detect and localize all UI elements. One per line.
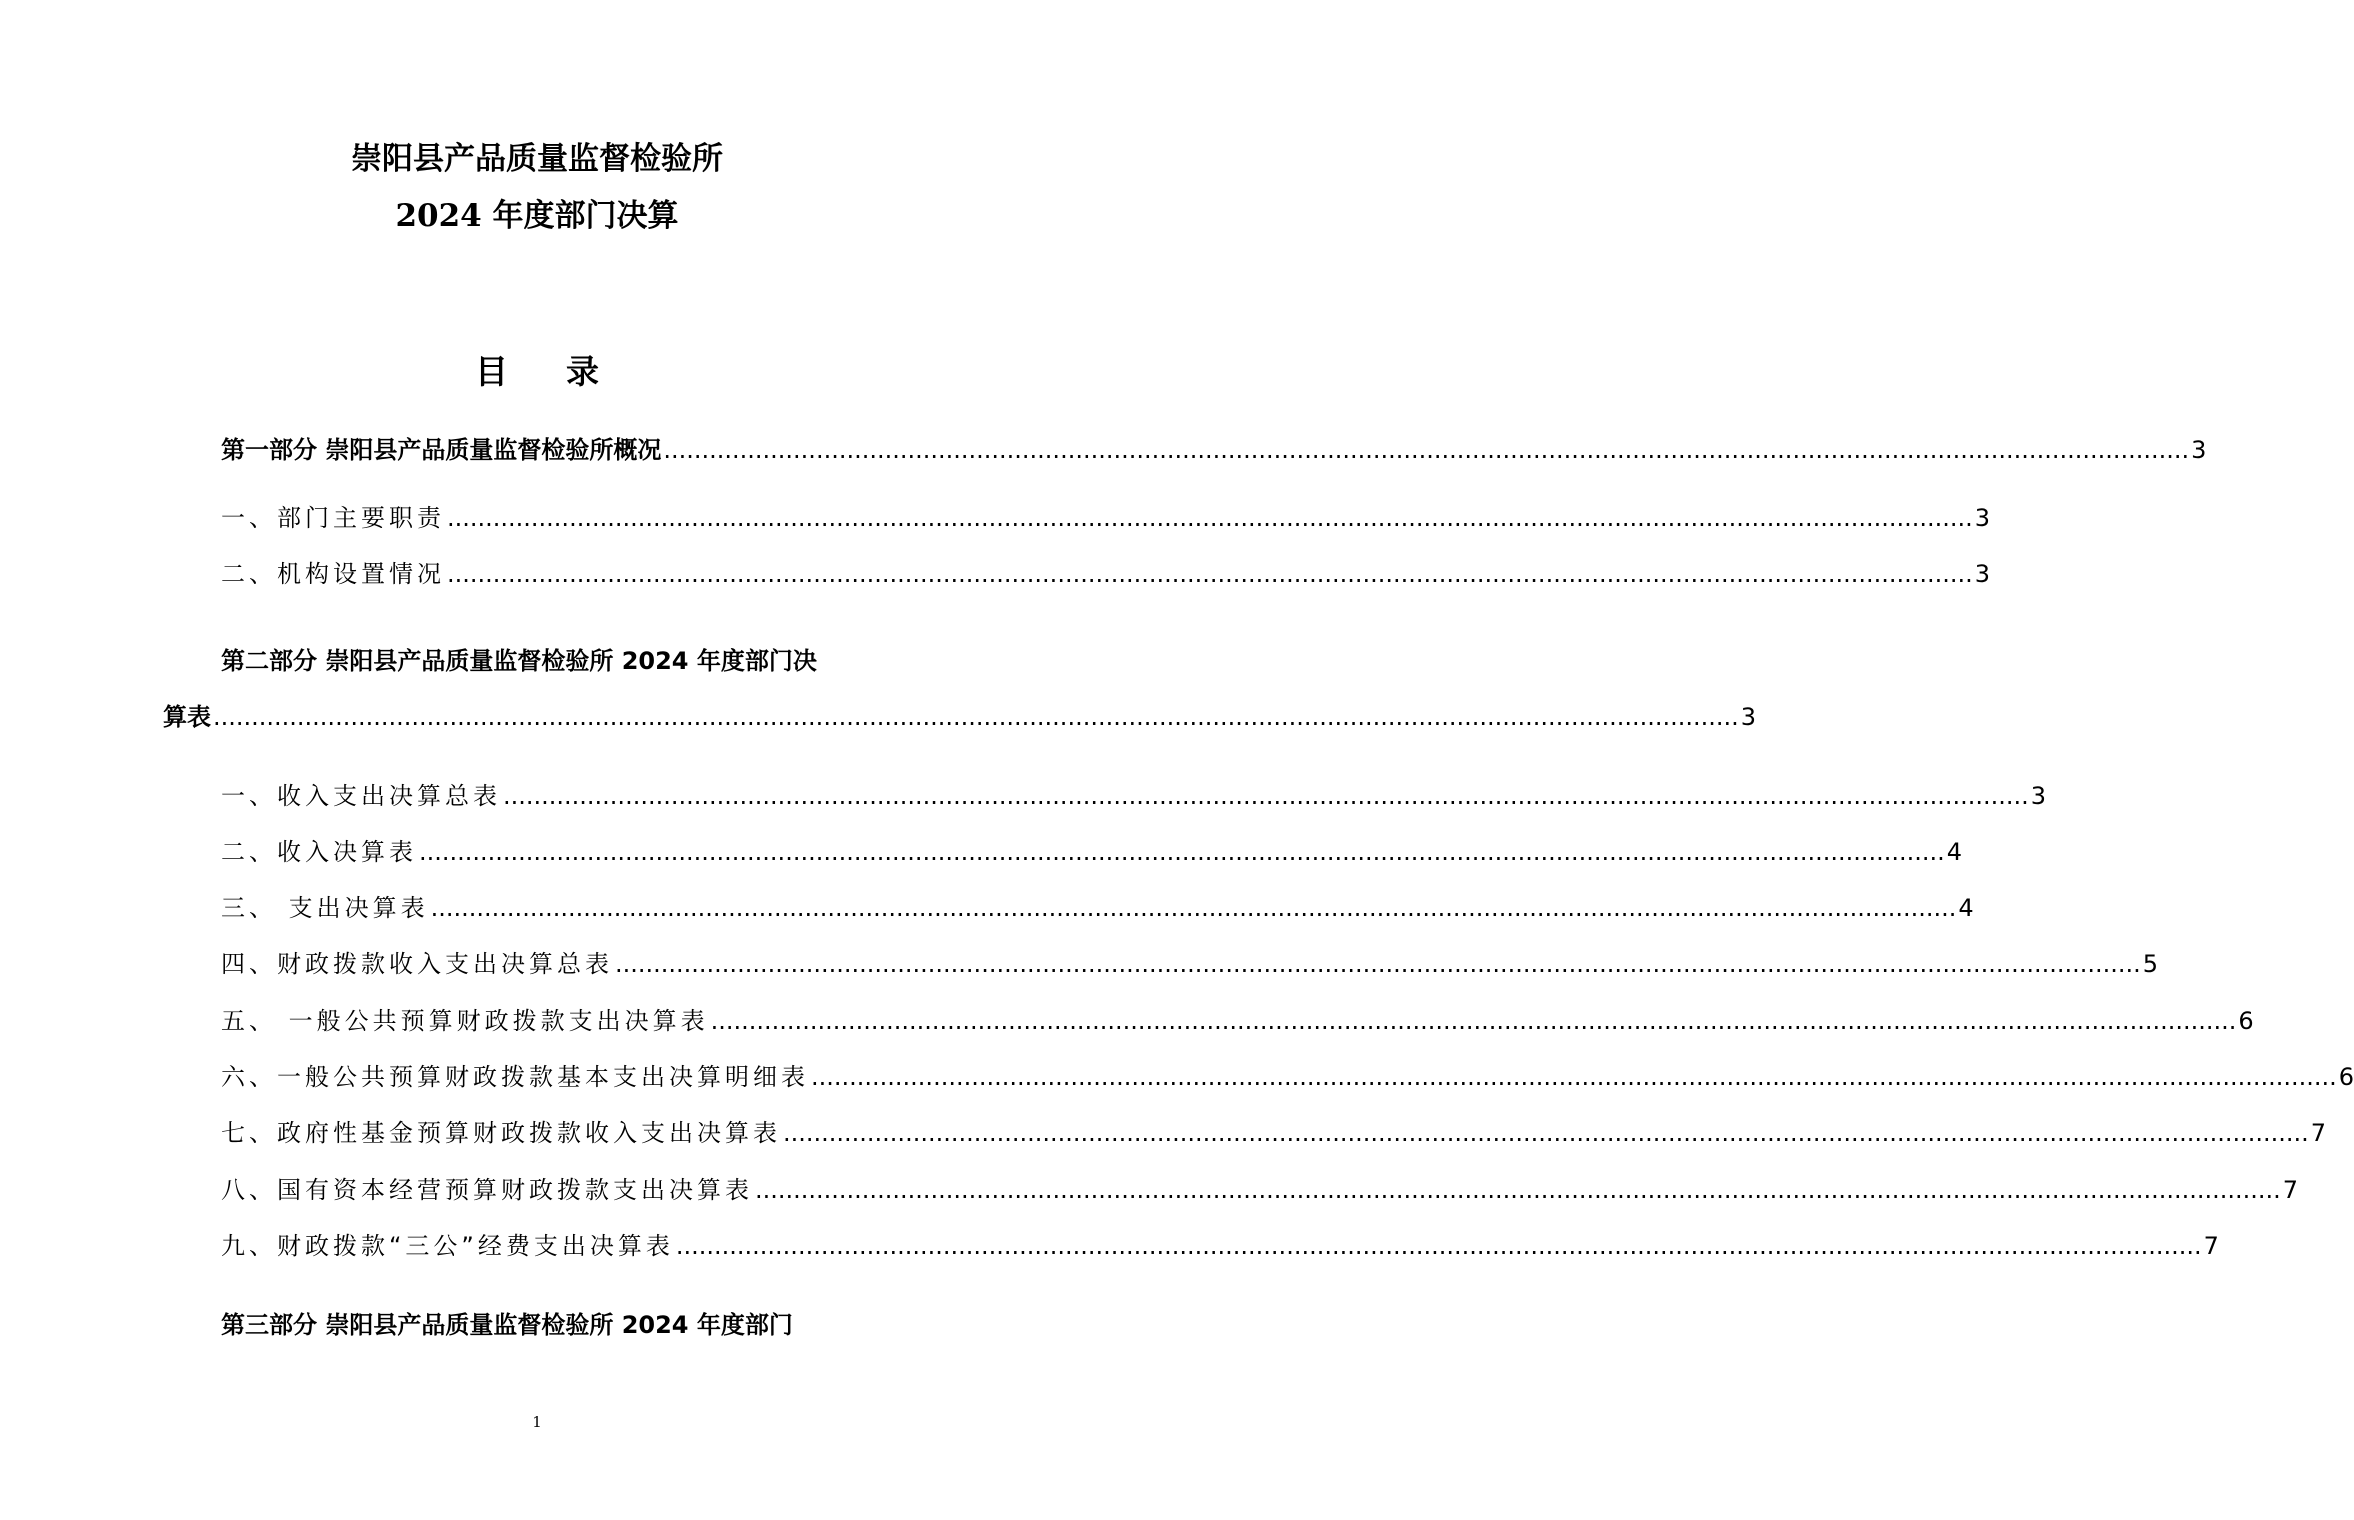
toc-item-label: 九、财政拨款“三公”经费支出决算表 bbox=[221, 1232, 674, 1260]
toc-item[interactable] bbox=[221, 890, 1974, 926]
toc-item[interactable] bbox=[221, 834, 1963, 870]
toc-item-label: 一、部门主要职责 bbox=[221, 504, 445, 532]
toc-part2-page: 3 bbox=[1740, 703, 1757, 731]
toc-item-page: 7 bbox=[2282, 1176, 2299, 1204]
toc-item[interactable] bbox=[221, 946, 2159, 982]
toc-leader-dots: ........................................................................................................................................................................................................ bbox=[755, 1176, 2281, 1204]
toc-leader-dots: ........................................................................................................................................................................................................ bbox=[213, 703, 1739, 731]
toc-leader-dots: ........................................................................................................................................................................................................ bbox=[663, 436, 2190, 464]
toc-item-page: 4 bbox=[1958, 894, 1974, 922]
toc-item-label: 一、收入支出决算总表 bbox=[221, 782, 501, 810]
toc-part2[interactable] bbox=[163, 699, 1757, 735]
toc-item-page: 3 bbox=[2030, 782, 2047, 810]
toc-item[interactable] bbox=[221, 1115, 2327, 1151]
toc-leader-dots: ........................................................................................................................................................................................................ bbox=[783, 1119, 2309, 1147]
toc-leader-dots: ........................................................................................................................................................................................................ bbox=[615, 950, 2141, 978]
toc-item[interactable] bbox=[221, 1059, 2354, 1095]
toc-item[interactable] bbox=[221, 556, 1991, 592]
toc-item-page: 7 bbox=[2310, 1119, 2327, 1147]
toc-leader-dots: ........................................................................................................................................................................................................ bbox=[430, 894, 1957, 922]
toc-item[interactable] bbox=[221, 1172, 2299, 1208]
toc-part1-label: 第一部分 崇阳县产品质量监督检验所概况 bbox=[221, 436, 662, 464]
toc-leader-dots: ........................................................................................................................................................................................................ bbox=[447, 560, 1973, 588]
toc-item-label: 七、政府性基金预算财政拨款收入支出决算表 bbox=[221, 1119, 781, 1147]
toc-part2-label-cont: 算表 bbox=[163, 703, 211, 731]
toc-item-page: 6 bbox=[2238, 1007, 2254, 1035]
toc-item[interactable] bbox=[221, 778, 2047, 814]
toc-item-label: 二、机构设置情况 bbox=[221, 560, 445, 588]
document-title: 崇阳县产品质量监督检验所 bbox=[351, 141, 723, 177]
toc-part2-label[interactable]: 第二部分 崇阳县产品质量监督检验所 2024 年度部门决 bbox=[221, 647, 817, 675]
toc-leader-dots: ........................................................................................................................................................................................................ bbox=[710, 1007, 2237, 1035]
toc-heading: 目录 bbox=[475, 352, 657, 391]
toc-item-page: 3 bbox=[1974, 560, 1991, 588]
toc-item-label: 三、 支出决算表 bbox=[221, 894, 429, 922]
toc-item-label: 八、国有资本经营预算财政拨款支出决算表 bbox=[221, 1176, 753, 1204]
toc-item-page: 4 bbox=[1946, 838, 1963, 866]
toc-item-label: 五、 一般公共预算财政拨款支出决算表 bbox=[221, 1007, 709, 1035]
toc-item-page: 6 bbox=[2338, 1063, 2354, 1091]
toc-leader-dots: ........................................................................................................................................................................................................ bbox=[447, 504, 1973, 532]
toc-item-label: 六、一般公共预算财政拨款基本支出决算明细表 bbox=[221, 1063, 809, 1091]
toc-leader-dots: ........................................................................................................................................................................................................ bbox=[503, 782, 2029, 810]
toc-part1-page: 3 bbox=[2191, 436, 2207, 464]
document-subtitle: 2024 年度部门决算 bbox=[395, 198, 679, 234]
toc-leader-dots: ........................................................................................................................................................................................................ bbox=[675, 1232, 2202, 1260]
toc-item-page: 7 bbox=[2203, 1232, 2219, 1260]
page-number: 1 bbox=[532, 1413, 542, 1431]
toc-item-page: 5 bbox=[2142, 950, 2159, 978]
toc-item[interactable] bbox=[221, 500, 1991, 536]
toc-leader-dots: ........................................................................................................................................................................................................ bbox=[811, 1063, 2337, 1091]
toc-leader-dots: ........................................................................................................................................................................................................ bbox=[419, 838, 1945, 866]
toc-item-page: 3 bbox=[1974, 504, 1991, 532]
toc-item[interactable] bbox=[221, 1003, 2254, 1039]
toc-item[interactable] bbox=[221, 1228, 2219, 1264]
toc-part3-label[interactable]: 第三部分 崇阳县产品质量监督检验所 2024 年度部门 bbox=[221, 1311, 793, 1339]
toc-part1[interactable] bbox=[221, 432, 2207, 468]
toc-item-label: 四、财政拨款收入支出决算总表 bbox=[221, 950, 613, 978]
toc-item-label: 二、收入决算表 bbox=[221, 838, 417, 866]
